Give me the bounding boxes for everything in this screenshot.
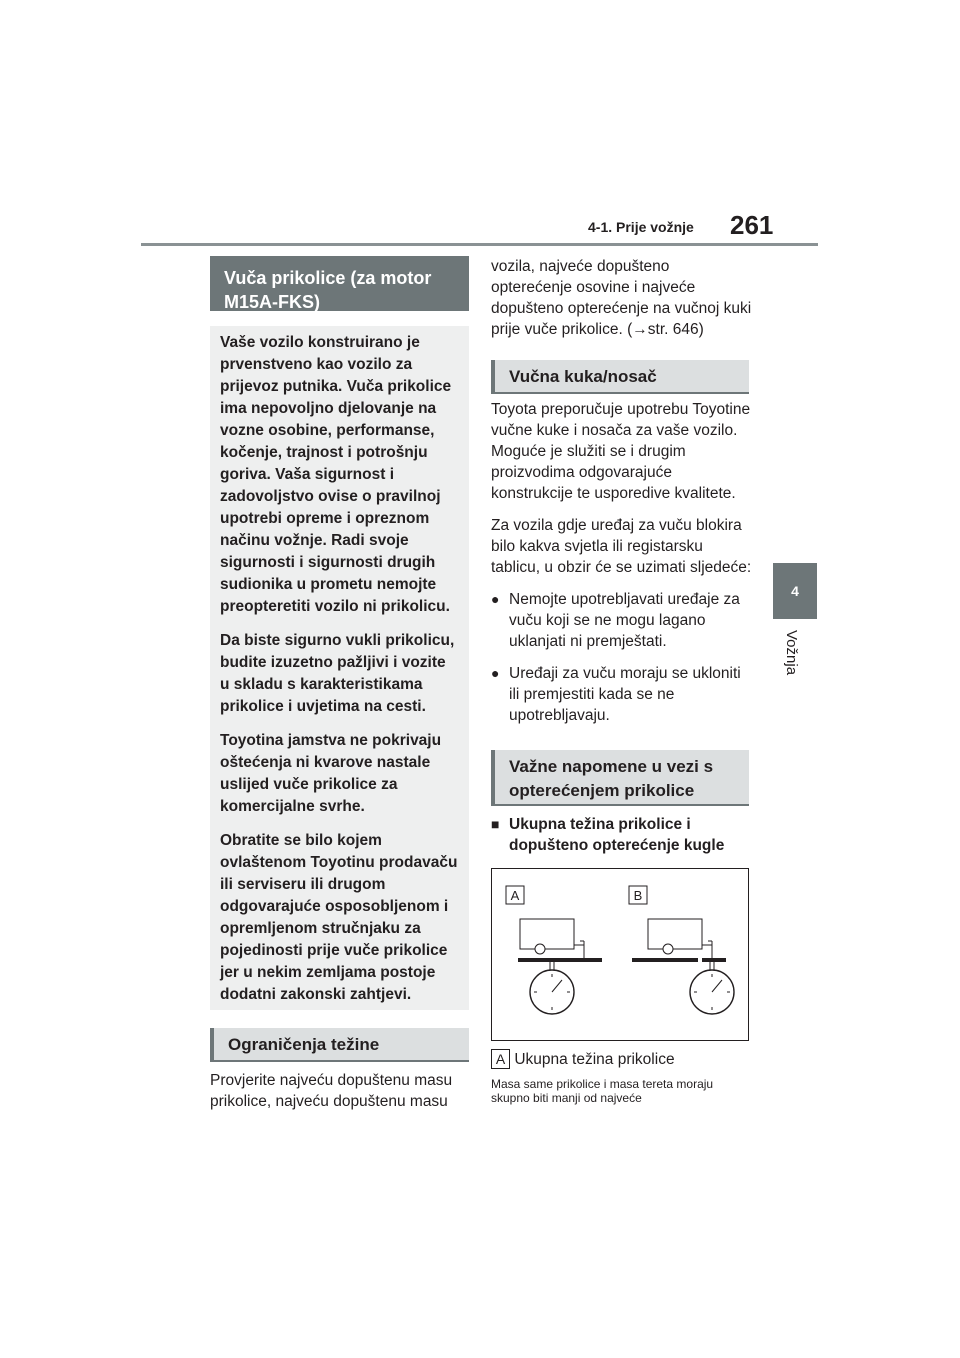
figure-trailer-weight <box>491 868 749 1041</box>
note-box <box>210 326 469 1010</box>
section-title: 4-1. Prije vožnje <box>588 219 694 235</box>
note-paragraph-1: Vaše vozilo konstruirano je prvenstveno kao vozilo za prijevoz putnika. Vuča prikolice ima nepovoljno djelovanje na vozne osobine, performanse, kočenje, trajnost i potrošnju goriva. Vaša sigurnost i zadovoljstvo ovise o pravilnoj upotrebi opreme i opreznom načinu vožnje. Radi svoje sigurnosti i sigurnosti drugih sudionika u prometu nemojte preopteretiti vozilo ni prikolicu. <box>220 334 452 615</box>
heading-tow-hitch: Vučna kuka/nosač <box>491 360 749 394</box>
note-paragraph-4: Obratite se bilo kojem ovlaštenom Toyotinu prodavaču ili serviseru ili drugom odgovarajuće osposobljenom i opremljenom stručnjaku za pojedinosti prije vuče prikolice jer u nekim zemljama postoje dodatni zakonski zahtjevi. <box>220 832 458 1003</box>
heading-load-notes: Važne napomene u vezi s opterećenjem prikolice <box>491 750 749 806</box>
tow-hitch-body <box>491 399 753 737</box>
caption-letter-box: A <box>491 1049 510 1069</box>
trailer-a <box>518 919 602 1014</box>
trailer-b <box>632 919 734 1014</box>
caption-row <box>491 1049 753 1070</box>
caption-text: Masa same prikolice i masa tereta moraju skupno biti manji od najveće <box>491 1077 714 1105</box>
bullet-item <box>491 663 753 726</box>
page-number: 261 <box>730 210 774 240</box>
tow-hitch-para-1: Toyota preporučuje upotrebu Toyotine vučne kuke i nosača za vaše vozilo. Moguće je služiti se i drugim proizvodima odgovarajuće konstrukcije te usporedive kvalitete. <box>491 401 751 502</box>
tow-hitch-para-2: Za vozila gdje uređaj za vuču blokira bilo kakva svjetla ili registarsku tablicu, u obzir će se uzimati sljedeće: <box>491 517 752 576</box>
weight-limits-text: Provjerite najveću dopuštenu masu prikolice, najveću dopuštenu masu <box>210 1072 453 1110</box>
square-bullet-icon: ■ <box>491 816 500 832</box>
chapter-tab <box>773 563 817 619</box>
bullet-item <box>491 589 753 652</box>
intro-text: vozila, najveće dopušteno opterećenje osovine i najveće dopušteno opterećenje na vučnoj kuki prije vuče prikolice. (→str. 646) <box>491 258 752 338</box>
subheading <box>491 814 753 856</box>
note-paragraph-2: Da biste sigurno vukli prikolicu, budite izuzetno pažljivi i vozite u skladu s karakteristikama prikolice i uvjetima na cesti. <box>220 632 455 715</box>
bullet-dot-icon: ● <box>491 591 500 607</box>
chapter-number: 4 <box>791 583 799 599</box>
caption-title: Ukupna težina prikolice <box>514 1051 675 1068</box>
subheading-text: Ukupna težina prikolice i dopušteno opterećenje kugle <box>509 816 725 854</box>
bullet-text: Nemojte upotrebljavati uređaje za vuču koji se ne mogu lagano uklanjati ni premještati. <box>509 591 740 650</box>
bullet-dot-icon: ● <box>491 665 500 681</box>
note-paragraph-3: Toyotina jamstva ne pokrivaju oštećenja ni kvarove nastale uslijed vuče prikolice za komercijalne svrhe. <box>220 732 442 815</box>
label-b: B <box>633 888 643 903</box>
heading-towing: Vuča prikolice (za motor M15A-FKS) <box>210 256 469 311</box>
header-rule <box>141 243 818 246</box>
label-a: A <box>510 888 520 903</box>
bullet-text: Uređaji za vuču moraju se ukloniti ili premjestiti kada se ne upotrebljavaju. <box>509 665 741 724</box>
heading-weight-limits: Ograničenja težine <box>210 1028 469 1062</box>
chapter-label: Vožnja <box>783 630 800 676</box>
trailer-diagram <box>492 869 748 1040</box>
